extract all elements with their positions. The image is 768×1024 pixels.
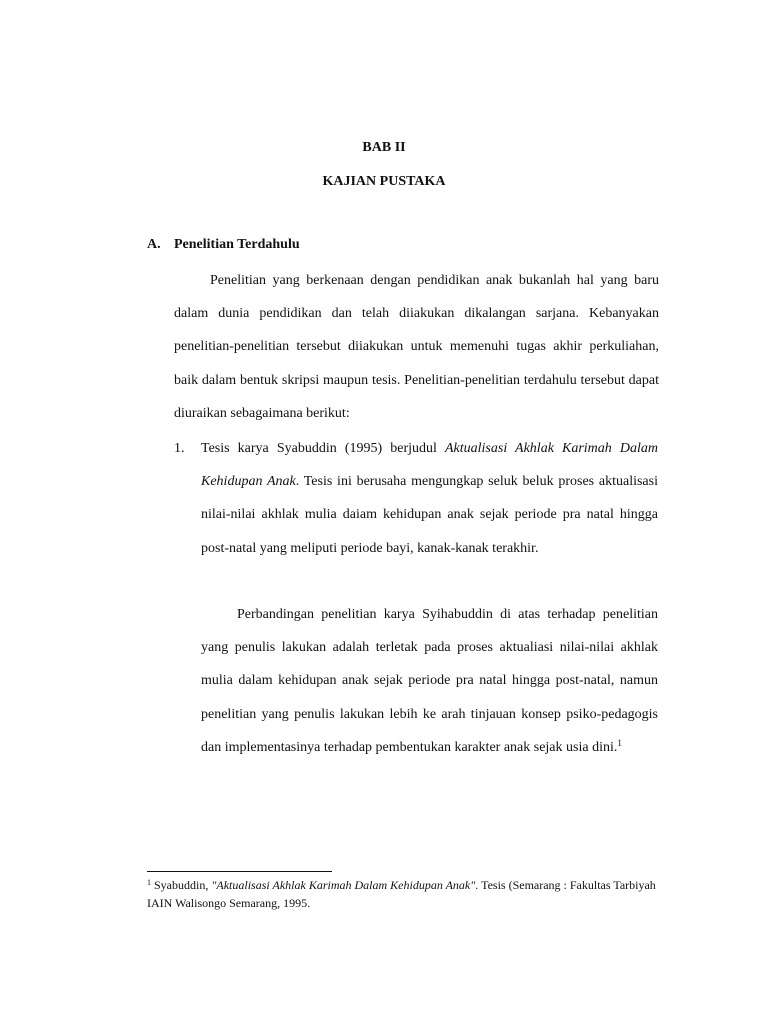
section-heading [147,236,300,254]
footnote-reference[interactable]: 1 [617,737,622,748]
footnote-author: Syabuddin, [151,878,212,892]
section-marker: A. [147,237,161,252]
list-item-text: . Tesis ini berusaha mengungkap seluk beluk proses aktualisasi nilai-nilai akhlak mulia daiam kehidupan anak sejak periode pra natal hingga post-natal yang meliputi periode bayi, kanak-kanak terakhir. [201,474,658,556]
list-item-lead: Tesis karya Syabuddin (1995) berjudul [201,441,445,456]
comparison-text: Perbandingan penelitian karya Syihabuddin di atas terhadap penelitian yang penulis lakukan adalah terletak pada proses aktualiasi nilai-nilai akhlak mulia dalam kehidupan anak sejak periode pra natal hingga post-natal, namun penelitian yang penulis lakukan lebih ke arah tinjauan konsep psiko-pedagogis dan implementasinya terhadap pembentukan karakter anak sejak usia dini. [201,607,658,755]
footnote [147,876,659,912]
list-item-paragraph [201,432,658,565]
intro-paragraph: Penelitian yang berkenaan dengan pendidikan anak bukanlah hal yang baru dalam dunia pendidikan dan telah diiakukan dikalangan sarjana. Kebanyakan penelitian-penelitian tersebut diiakukan untuk memenuhi tugas akhir perkuliahan, baik dalam bentuk skripsi maupun tesis. Penelitian-penelitian terdahulu tersebut dapat diuraikan sebagaimana berikut: [174,273,659,421]
comparison-paragraph [201,598,658,764]
footnote-separator [147,871,332,872]
footnote-text: . Tesis (Semarang : Fakultas Tarbiyah IAIN Walisongo Semarang, 1995. [147,878,656,910]
footnote-number: 1 [147,878,151,887]
footnote-title: "Aktualisasi Akhlak Karimah Dalam Kehidupan Anak" [211,878,476,892]
section-title: Penelitian Terdahulu [174,237,300,252]
list-item-marker: 1. [174,441,185,456]
chapter-title: KAJIAN PUSTAKA [322,174,446,189]
thesis-title: Aktualisasi Akhlak Karimah Dalam Kehidupan Anak [201,441,658,490]
chapter-number: BAB II [362,140,406,155]
